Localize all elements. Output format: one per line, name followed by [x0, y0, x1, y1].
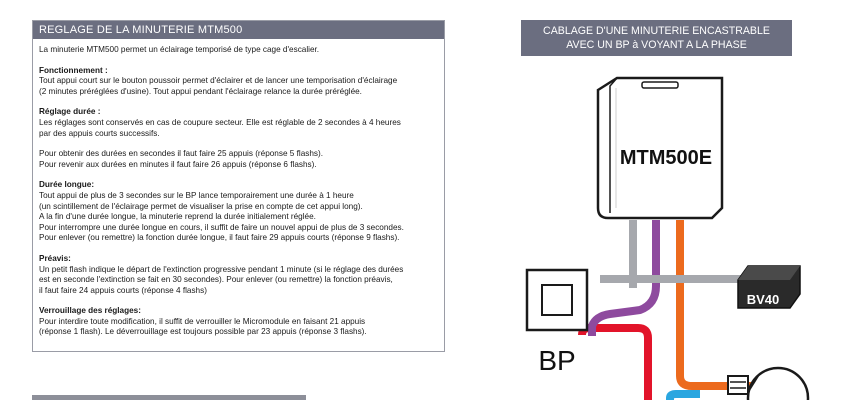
- section-reglage-duree-2: Pour obtenir des durées en secondes il faut faire 25 appuis (réponse 5 flashs). Pour revenir aux durées en minutes il faut faire 26 appuis (réponse 6 flashs).: [39, 149, 324, 169]
- settings-panel: [32, 20, 445, 352]
- section-heading: Préavis:: [39, 253, 71, 263]
- settings-panel-body: [33, 39, 444, 338]
- section-heading: Réglage durée :: [39, 107, 101, 117]
- wiring-title: CABLAGE D'UNE MINUTERIE ENCASTRABLE AVEC UN BP à VOYANT A LA PHASE: [521, 20, 792, 56]
- section-reglage-duree: Réglage durée : Les réglages sont conservés en cas de coupure secteur. Elle est réglable de 2 secondes à 4 heures par des appuis courts successifs.: [39, 107, 438, 139]
- next-panel-header-edge: [32, 395, 306, 400]
- wiring-diagram: [500, 58, 842, 400]
- bv40-box: [738, 266, 800, 308]
- wires: [582, 220, 762, 400]
- push-button-switch: [527, 270, 587, 376]
- section-duree-longue: Durée longue: Tout appui de plus de 3 secondes sur le BP lance temporairement une durée à 1 heure (un scintillement de l'éclairage permet de visualiser la prise en compte de cet appui long). A la fin d'une durée longue, la minuterie reprend la durée initialement réglée. Pour interrompre une durée longue en cours, il suffit de faire un nouvel appui de plus de 3 secondes. Pour enlever (ou remettre) la fonction durée longue, il faut faire 29 appuis courts (réponse 9 flashs).: [39, 180, 438, 244]
- section-verrouillage: Verrouillage des réglages: Pour interdire toute modification, il suffit de verrouiller le Micromodule en faisant 21 appuis (réponse 1 flash). Le déverrouillage est toujours possible par 23 appuis (réponse 3 flashs).: [39, 306, 438, 338]
- bp-label: BP: [538, 345, 576, 376]
- red-wire: [582, 328, 648, 400]
- settings-panel-title: REGLAGE DE LA MINUTERIE MTM500: [33, 21, 444, 39]
- light-bulb-icon: [728, 368, 808, 400]
- blue-wire: [670, 394, 700, 400]
- module-label: MTM500E: [619, 147, 713, 169]
- intro-text: La minuterie MTM500 permet un éclairage temporisé de type cage d'escalier.: [39, 45, 320, 54]
- section-fonctionnement: Fonctionnement : Tout appui court sur le bouton poussoir permet d'éclairer et de lancer une temporisation d'éclairage (2 minutes préréglées d'usine). Tout appui pendant l'éclairage relance la durée préréglée.: [39, 66, 438, 98]
- bv40-label: BV40: [746, 292, 780, 307]
- section-heading: Verrouillage des réglages:: [39, 306, 141, 316]
- section-heading: Fonctionnement :: [39, 65, 108, 75]
- mtm500e-module: [598, 78, 722, 218]
- section-heading: Durée longue:: [39, 180, 95, 190]
- section-preavis: Préavis: Un petit flash indique le départ de l'extinction progressive pendant 1 minute (si le réglage des durées est en seconde l'extinction se fait en 30 secondes). Pour enlever (ou remettre) la fonction préavis, il faut faire 24 appuis courts (réponse 4 flashs): [39, 254, 438, 296]
